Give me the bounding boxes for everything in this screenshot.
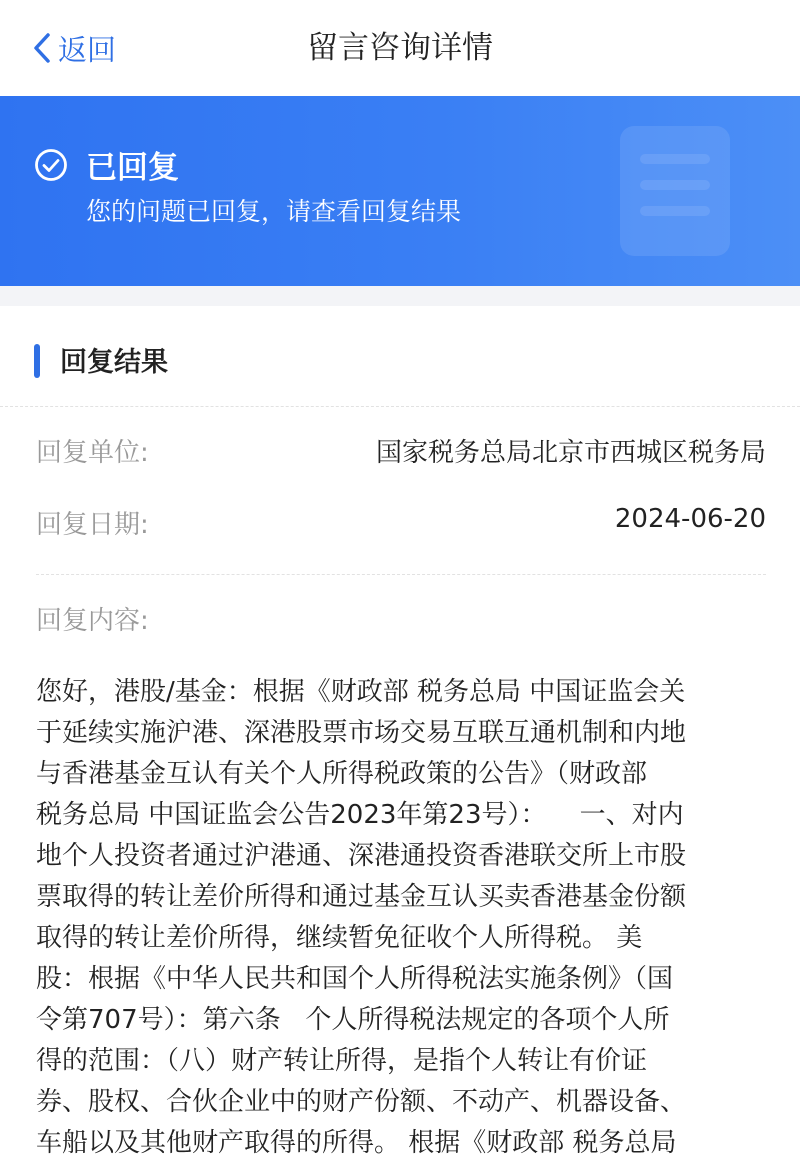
check-circle-icon: [34, 148, 68, 182]
content-line: 于延续实施沪港、深港股票市场交易互联互通机制和内地: [36, 718, 687, 748]
navbar: [0, 0, 800, 96]
content-line: 税务总局 中国证监会公告2023年第23号）： 一、对内: [36, 800, 684, 830]
content-line: 得的范围：（八）财产转让所得，是指个人转让有价证: [36, 1046, 648, 1076]
content-line: 令第707号）：第六条 个人所得税法规定的各项个人所: [36, 1005, 670, 1035]
reply-date-row: [36, 504, 766, 541]
reply-unit-row: [36, 432, 766, 469]
section-gap: [0, 286, 800, 306]
document-icon: [620, 126, 730, 256]
content-line: 您好，港股/基金：根据《财政部 税务总局 中国证监会关: [36, 677, 686, 707]
section-accent-bar: [34, 344, 40, 378]
status-banner: [0, 96, 800, 286]
reply-content-text: [36, 672, 772, 1164]
status-row: [34, 142, 179, 187]
content-line: 车船以及其他财产取得的所得。 根据《财政部 税务总局: [36, 1128, 677, 1158]
reply-content-label: 回复内容:: [36, 606, 149, 636]
divider: [36, 574, 766, 575]
content-line: 地个人投资者通过沪港通、深港通投资香港联交所上市股: [36, 841, 687, 871]
content-line: 股：根据《中华人民共和国个人所得税法实施条例》（国: [36, 964, 674, 994]
content-line: 票取得的转让差价所得和通过基金互认买卖香港基金份额: [36, 882, 687, 912]
status-title: 已回复: [86, 150, 179, 186]
content-line: 取得的转让差价所得，继续暂免征收个人所得税。 美: [36, 923, 643, 953]
result-section-header: [0, 306, 800, 407]
content-line: 券、股权、合伙企业中的财产份额、不动产、机器设备、: [36, 1087, 687, 1117]
reply-date-label: 回复日期:: [36, 510, 149, 540]
status-subtitle: 您的问题已回复，请查看回复结果: [86, 197, 462, 226]
reply-unit-value: 国家税务总局北京市西城区税务局: [375, 438, 766, 468]
page-title: 留言咨询详情: [307, 30, 493, 66]
reply-unit-label: 回复单位:: [36, 438, 149, 468]
section-title: 回复结果: [60, 347, 168, 378]
content-line: 与香港基金互认有关个人所得税政策的公告》（财政部: [36, 759, 648, 789]
reply-date-value: 2024-06-20: [614, 504, 766, 534]
back-label: 返回: [58, 32, 117, 67]
